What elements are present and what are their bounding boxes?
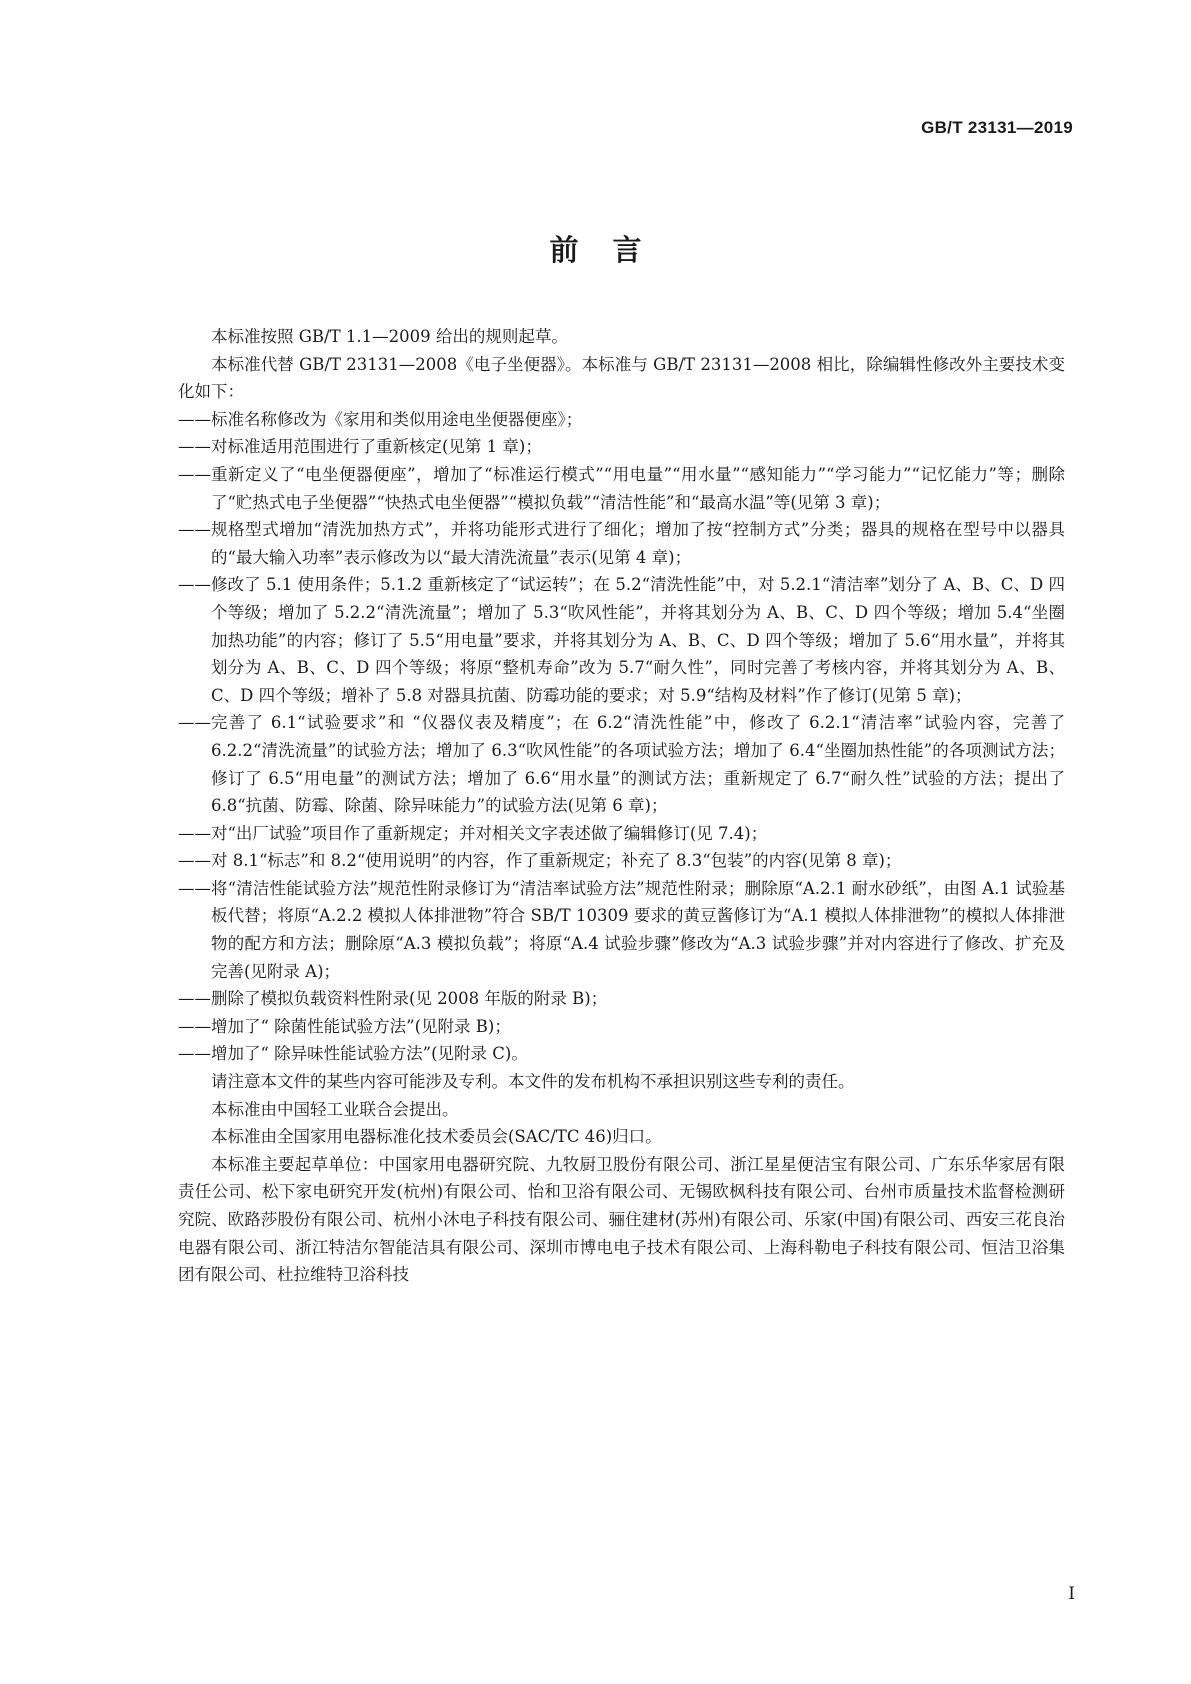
dash-marker: ——: [178, 437, 211, 457]
list-item: [178, 516, 1065, 571]
paragraph: 请注意本文件的某些内容可能涉及专利。本文件的发布机构不承担识别这些专利的责任。: [211, 1072, 855, 1092]
dash-marker: ——: [178, 851, 211, 871]
dash-marker: ——: [178, 1044, 211, 1064]
dash-marker: ——: [178, 1016, 211, 1036]
list-item: [178, 709, 1065, 819]
dash-marker: ——: [178, 713, 211, 733]
dash-marker: ——: [178, 575, 211, 595]
page-title: 前言: [549, 233, 676, 267]
list-item-text: 对标准适用范围进行了重新核定(见第 1 章)；: [211, 437, 542, 457]
list-item-text: 增加了“ 除异味性能试验方法”(见附录 C)。: [211, 1044, 528, 1064]
dash-marker: ——: [178, 464, 211, 484]
dash-marker: ——: [178, 823, 211, 843]
standard-number: GB/T 23131—2019: [921, 118, 1073, 137]
list-item-text: 重新定义了“电坐便器便座”，增加了“标准运行模式”“用电量”“用水量”“感知能力”“学习能力”“记忆能力”等；删除了“贮热式电子坐便器”“快热式电坐便器”“模拟负载”“清洁性能”和“最高水温”等(见第 3 章)；: [211, 464, 1065, 512]
list-item-text: 对“出厂试验”项目作了重新规定；并对相关文字表述做了编辑修订(见 7.4)；: [211, 823, 768, 843]
paragraph: 本标准由全国家用电器标准化技术委员会(SAC/TC 46)归口。: [211, 1127, 662, 1147]
dash-marker: ——: [178, 520, 211, 540]
list-item: [178, 820, 1065, 848]
dash-marker: ——: [178, 989, 211, 1009]
list-item: [178, 461, 1065, 516]
list-item: [178, 1040, 1065, 1068]
list-item: [178, 985, 1065, 1013]
dash-marker: ——: [178, 409, 211, 429]
change-list: [178, 406, 1065, 1068]
list-item-text: 完善了 6.1“试验要求”和 “仪器仪表及精度”；在 6.2“清洗性能”中，修改了 6.2.1“清洁率”试验内容，完善了 6.2.2“清洗流量”的试验方法；增加了 6.3“吹风性能”的各项试验方法；增加了 6.4“坐圈加热性能”的各项测试方法；修订了 6.5“用电量”的测试方法；增加了 6.6“用水量”的测试方法；重新规定了 6.7“耐久性”试验的方法；提出了 6.8“抗菌、防霉、除菌、除异味能力”的试验方法(见第 6 章)；: [211, 713, 1065, 816]
paragraph: 本标准由中国轻工业联合会提出。: [211, 1099, 459, 1119]
dash-marker: ——: [178, 878, 211, 898]
list-item: [178, 433, 1065, 461]
list-item-text: 对 8.1“标志”和 8.2“使用说明”的内容，作了重新规定；补充了 8.3“包装”的内容(见第 8 章)；: [211, 851, 902, 871]
list-item: [178, 875, 1065, 985]
document-body: [178, 323, 1065, 1289]
paragraph: 本标准主要起草单位：中国家用电器研究院、九牧厨卫股份有限公司、浙江星星便洁宝有限公司、广东乐华家居有限责任公司、松下家电研究开发(杭州)有限公司、怡和卫浴有限公司、无锡欧枫科技有限公司、台州市质量技术监督检测研究院、欧路莎股份有限公司、杭州小沐电子科技有限公司、骊住建材(苏州)有限公司、乐家(中国)有限公司、西安三花良治电器有限公司、浙江特洁尔智能洁具有限公司、深圳市博电电子技术有限公司、上海科勒电子科技有限公司、恒洁卫浴集团有限公司、杜拉维特卫浴科技: [178, 1154, 1065, 1285]
list-item: [178, 1013, 1065, 1041]
list-item: [178, 406, 1065, 434]
page-number: I: [1068, 1584, 1075, 1604]
list-item-text: 将“清洁性能试验方法”规范性附录修订为“清洁率试验方法”规范性附录；删除原“A.2.1 耐水砂纸”，由图 A.1 试验基板代替；将原“A.2.2 模拟人体排泄物”符合 SB/T 10309 要求的黄豆酱修订为“A.1 模拟人体排泄物”的模拟人体排泄物的配方和方法；删除原“A.3 模拟负载”；将原“A.4 试验步骤”修改为“A.3 试验步骤”并对内容进行了修改、扩充及完善(见附录 A)；: [211, 878, 1065, 981]
list-item-text: 修改了 5.1 使用条件；5.1.2 重新核定了“试运转”；在 5.2“清洗性能”中，对 5.2.1“清洁率”划分了 A、B、C、D 四个等级；增加了 5.2.2“清洗流量”；增加了 5.3“吹风性能”，并将其划分为 A、B、C、D 四个等级；增加 5.4“坐圈加热功能”的内容；修订了 5.5“用电量”要求，并将其划分为 A、B、C、D 四个等级；增加了 5.6“用水量”，并将其划分为 A、B、C、D 四个等级；将原“整机寿命”改为 5.7“耐久性”，同时完善了考核内容，并将其划分为 A、B、C、D 四个等级；增补了 5.8 对器具抗菌、防霉功能的要求；对 5.9“结构及材料”作了修订(见第 5 章)；: [211, 575, 1065, 705]
list-item-text: 标准名称修改为《家用和类似用途电坐便器便座》；: [211, 409, 583, 429]
paragraph: 本标准代替 GB/T 23131—2008《电子坐便器》。本标准与 GB/T 23131—2008 相比，除编辑性修改外主要技术变化如下：: [178, 354, 1065, 402]
list-item: [178, 571, 1065, 709]
list-item-text: 删除了模拟负载资料性附录(见 2008 年版的附录 B)；: [211, 989, 608, 1009]
list-item: [178, 847, 1065, 875]
paragraph: 本标准按照 GB/T 1.1—2009 给出的规则起草。: [211, 327, 568, 346]
list-item-text: 规格型式增加“清洗加热方式”，并将功能形式进行了细化；增加了按“控制方式”分类；器具的规格在型号中以器具的“最大输入功率”表示修改为以“最大清洗流量”表示(见第 4 章)；: [211, 520, 1065, 567]
list-item-text: 增加了“ 除菌性能试验方法”(见附录 B)；: [211, 1016, 511, 1036]
